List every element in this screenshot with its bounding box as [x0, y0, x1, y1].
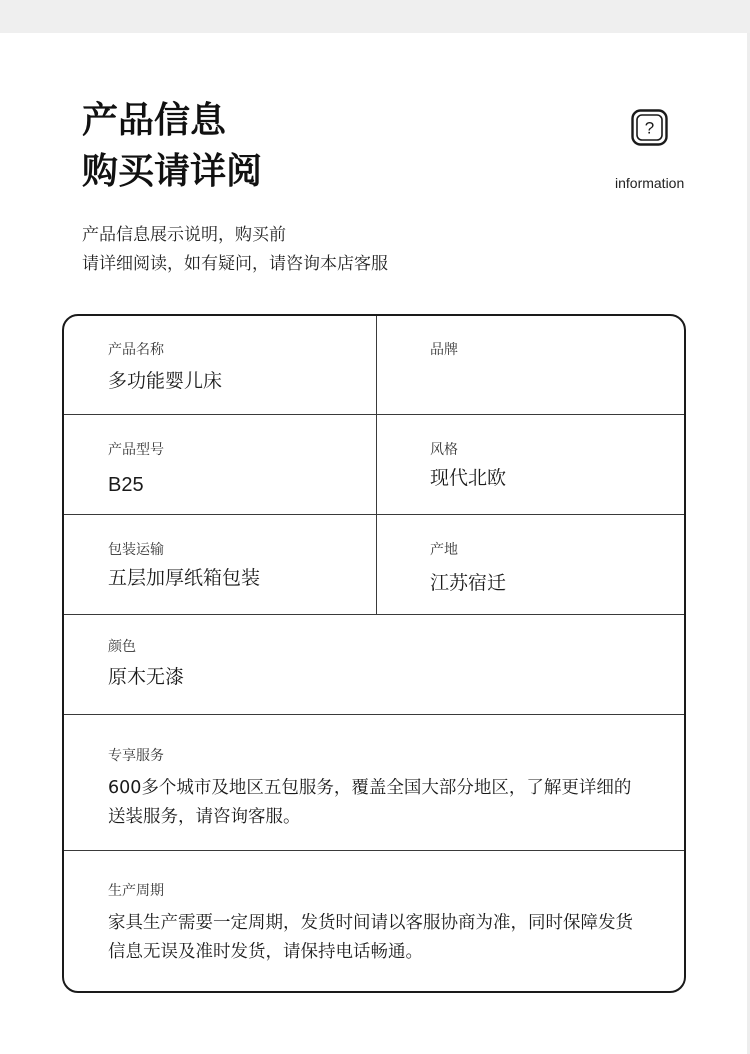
- brand-label: 品牌: [430, 342, 458, 358]
- product-name-value: 多功能婴儿床: [108, 370, 223, 392]
- intro-line2: 请详细阅读，如有疑问，请咨询本店客服: [82, 254, 388, 274]
- question-mark-icon: [631, 109, 668, 146]
- packaging-label: 包装运输: [108, 542, 164, 558]
- service-line2: 送装服务，请咨询客服。: [108, 807, 301, 827]
- model-value: B25: [108, 474, 144, 496]
- row-divider: [64, 714, 684, 715]
- top-band: [0, 0, 750, 33]
- row-divider: [64, 414, 684, 415]
- production-cycle-line2: 信息无误及准时发货，请保持电话畅通。: [108, 942, 423, 962]
- model-label: 产品型号: [108, 442, 164, 458]
- color-value: 原木无漆: [108, 666, 185, 688]
- origin-label: 产地: [430, 542, 458, 558]
- intro-line1: 产品信息展示说明，购买前: [82, 225, 286, 245]
- production-cycle-label: 生产周期: [108, 883, 164, 899]
- column-divider: [376, 316, 377, 614]
- row-divider: [64, 614, 684, 615]
- style-label: 风格: [430, 442, 458, 458]
- packaging-value: 五层加厚纸箱包装: [108, 567, 261, 589]
- product-info-table: [62, 314, 686, 993]
- origin-value: 江苏宿迁: [430, 572, 507, 594]
- row-divider: [64, 850, 684, 851]
- row-divider: [64, 514, 684, 515]
- style-value: 现代北欧: [430, 467, 507, 489]
- production-cycle-line1: 家具生产需要一定周期，发货时间请以客服协商为准，同时保障发货: [108, 913, 633, 933]
- service-label: 专享服务: [108, 748, 164, 764]
- product-name-label: 产品名称: [108, 342, 164, 358]
- service-line1: 600多个城市及地区五包服务，覆盖全国大部分地区，了解更详细的: [108, 778, 632, 798]
- page-title-line1: 产品信息: [82, 100, 227, 141]
- page-title-line2: 购买请详阅: [82, 151, 263, 192]
- question-glyph: ?: [644, 118, 655, 138]
- color-label: 颜色: [108, 639, 136, 655]
- information-label: information: [615, 175, 685, 191]
